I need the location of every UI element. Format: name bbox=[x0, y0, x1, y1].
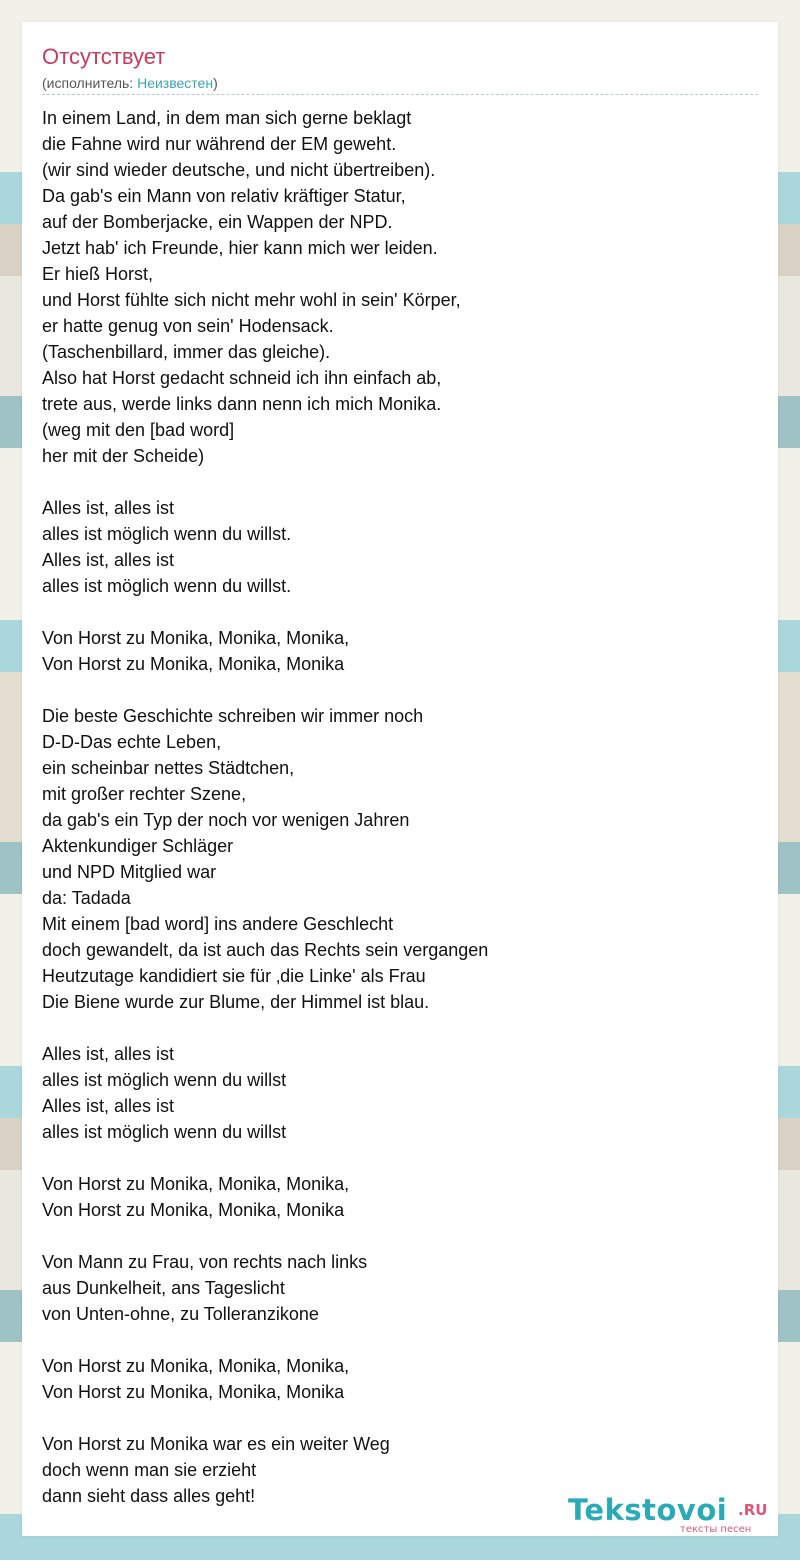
logo-domain: .RU bbox=[738, 1501, 768, 1519]
artist-line bbox=[42, 74, 218, 92]
lyrics-text: In einem Land, in dem man sich gerne beklagt die Fahne wird nur während der EM geweht. (wir sind wieder deutsche, und nicht übertreiben). Da gab's ein Mann von relativ kräftiger Statur, auf der Bomberjacke, ein Wappen der NPD. Jetzt hab' ich Freunde, hier kann mich wer leiden. Er hieß Horst, und Horst fühlte sich nicht mehr wohl in sein' Körper, er hatte genug von sein' Hodensack. (Taschenbillard, immer das gleiche). Also hat Horst gedacht schneid ich ihn einfach ab, trete aus, werde links dann nenn ich mich Monika. (weg mit den [bad word] her mit der Scheide) Alles ist, alles ist alles ist möglich wenn du willst. Alles ist, alles ist alles ist möglich wenn du willst. Von Horst zu Monika, Monika, Monika, Von Horst zu Monika, Monika, Monika Die beste Geschichte schreiben wir immer noch D-D-Das echte Leben, ein scheinbar nettes Städtchen, mit großer rechter Szene, da gab's ein Typ der noch vor wenigen Jahren Aktenkundiger Schläger und NPD Mitglied war da: Tadada Mit einem [bad word] ins andere Geschlecht doch gewandelt, da ist auch das Rechts sein vergangen Heutzutage kandidiert sie für ‚die Linke' als Frau Die Biene wurde zur Blume, der Himmel ist blau. Alles ist, alles ist alles ist möglich wenn du willst Alles ist, alles ist alles ist möglich wenn du willst Von Horst zu Monika, Monika, Monika, Von Horst zu Monika, Monika, Monika Von Mann zu Frau, von rechts nach links aus Dunkelheit, ans Tageslicht von Unten-ohne, zu Tolleranzikone Von Horst zu Monika, Monika, Monika, Von Horst zu Monika, Monika, Monika Von Horst zu Monika war es ein weiter Weg doch wenn man sie erzieht dann sieht dass alles geht! bbox=[42, 108, 489, 1506]
song-header bbox=[42, 42, 758, 95]
lyrics-card bbox=[22, 22, 778, 1536]
artist-link[interactable]: Неизвестен bbox=[137, 75, 214, 91]
logo-subtitle: тексты песен bbox=[680, 1524, 752, 1535]
site-logo[interactable] bbox=[568, 1492, 778, 1536]
artist-prefix: (исполнитель: bbox=[42, 75, 138, 91]
logo-wordmark: Tekstovoi bbox=[568, 1493, 728, 1527]
artist-suffix: ) bbox=[213, 75, 218, 91]
song-title: Отсутствует bbox=[42, 44, 166, 69]
